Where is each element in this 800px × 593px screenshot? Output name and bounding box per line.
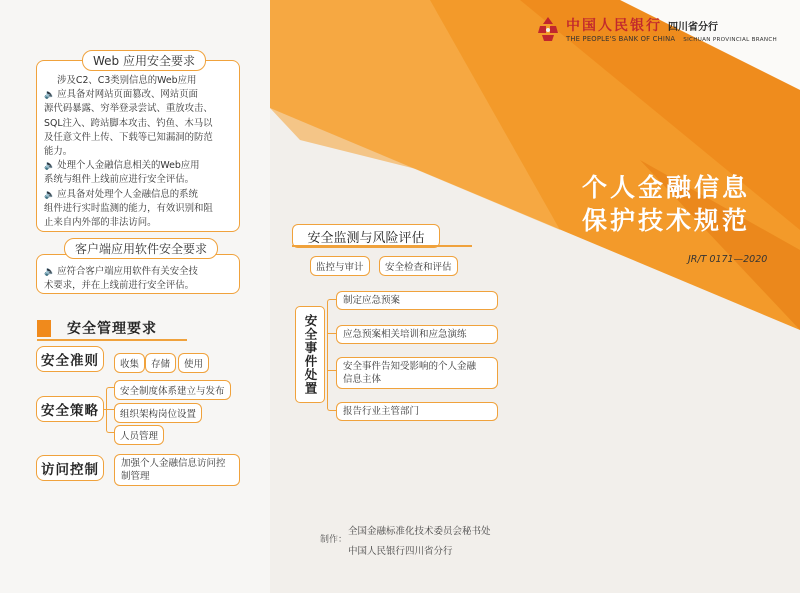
monitor-item-audit: 监控与审计 <box>310 256 370 276</box>
client-line-2: 术要求，并在上线前进行安全评估。 <box>44 280 195 292</box>
strategy-connector <box>106 387 114 433</box>
strategy-connector-mid <box>104 409 114 410</box>
security-mgmt-title: 安全管理要求 <box>67 321 157 337</box>
incident-connector-3 <box>327 370 336 371</box>
speaker-icon: 🔈 <box>44 161 56 172</box>
monitor-underline <box>292 245 472 247</box>
monitor-item-check: 安全检查和评估 <box>379 256 458 276</box>
web-line-8: 系统与组件上线前应进行安全评估。 <box>44 174 195 186</box>
credits-org-2: 中国人民银行四川省分行 <box>348 546 453 557</box>
web-security-text <box>44 74 236 230</box>
web-line-11: 止来自内外部的非法访问。 <box>44 217 157 229</box>
branch-name-cn: 四川省分行 <box>668 22 718 33</box>
bank-name-cn: 中国人民银行 <box>566 18 662 34</box>
logo-text <box>566 15 777 43</box>
incident-connector-2 <box>327 333 336 334</box>
incident-item-report <box>336 402 498 421</box>
pboc-logo-icon <box>536 16 560 42</box>
branch-name-en: SICHUAN PROVINCIAL BRANCH <box>683 37 778 43</box>
incident-item-plan <box>336 291 498 310</box>
strategy-item-system: 安全制度体系建立与发布 <box>114 380 231 400</box>
web-line-9: 应具备对处理个人金融信息的系统 <box>57 188 198 200</box>
web-line-5: 及任意文件上传、下载等已知漏洞的防范 <box>44 131 213 143</box>
access-line-2: 制管理 <box>121 471 150 482</box>
monitor-title: 安全监测与风险评估 <box>292 224 440 248</box>
web-line-4: SQL注入、跨站脚本攻击、钓鱼、木马以 <box>44 117 213 129</box>
incident-notify-line-1: 安全事件告知受影响的个人金融 <box>343 361 477 372</box>
client-security-text <box>44 265 236 293</box>
strategy-item-org: 组织架构岗位设置 <box>114 403 202 423</box>
web-line-3: 源代码暴露、穷举登录尝试、重放攻击、 <box>44 103 213 115</box>
speaker-icon: 🔈 <box>44 267 56 277</box>
section-marker <box>37 320 51 337</box>
incident-item-training-label: 应急预案相关培训和应急演练 <box>343 329 467 340</box>
incident-item-notify <box>336 357 498 389</box>
web-line-10: 组件进行实时监测的能力，有效识别和阻 <box>44 202 213 214</box>
bank-name-en: THE PEOPLE'S BANK OF CHINA <box>566 35 676 43</box>
incident-notify-line-2: 信息主体 <box>343 374 382 385</box>
incident-item-training <box>336 325 498 344</box>
rule-item-store: 存储 <box>145 353 176 373</box>
rule-item-collect: 收集 <box>114 353 145 373</box>
access-line-1: 加强个人金融信息访问控 <box>121 458 226 469</box>
incident-item-plan-label: 制定应急预案 <box>343 295 401 306</box>
web-security-title: Web 应用安全要求 <box>82 50 206 71</box>
cover-title-line-2: 保护技术规范 <box>581 206 750 235</box>
section-underline <box>37 339 187 341</box>
web-line-2: 应具备对网站页面篡改、网站页面 <box>57 89 198 101</box>
speaker-icon: 🔈 <box>44 189 56 200</box>
web-line-6: 能力。 <box>44 146 73 158</box>
strategy-tag: 安全策略 <box>36 396 104 422</box>
speaker-icon: 🔈 <box>44 90 56 101</box>
web-line-1: 涉及C2、C3类别信息的Web应用 <box>57 75 197 86</box>
standard-number: JR/T 0171—2020 <box>688 254 768 265</box>
client-line-1: 应符合客户端应用软件有关安全技 <box>57 266 198 277</box>
credits-org-1: 全国金融标准化技术委员会秘书处 <box>348 526 491 537</box>
pboc-logo <box>536 15 777 43</box>
incident-item-report-label: 报告行业主管部门 <box>343 406 420 417</box>
credits-label: 制作： <box>320 535 348 545</box>
incident-title: 安全事件处置 <box>295 306 325 403</box>
access-control-item <box>114 454 240 486</box>
rule-item-use: 使用 <box>178 353 209 373</box>
rules-tag: 安全准则 <box>36 346 104 372</box>
incident-connector <box>327 299 336 411</box>
client-security-title: 客户端应用软件安全要求 <box>64 238 218 259</box>
web-line-7: 处理个人金融信息相关的Web应用 <box>57 160 200 172</box>
cover-title-line-1: 个人金融信息 <box>581 173 750 202</box>
security-mgmt-header <box>37 318 157 338</box>
strategy-item-staff: 人员管理 <box>114 425 164 445</box>
access-control-tag: 访问控制 <box>36 455 104 481</box>
